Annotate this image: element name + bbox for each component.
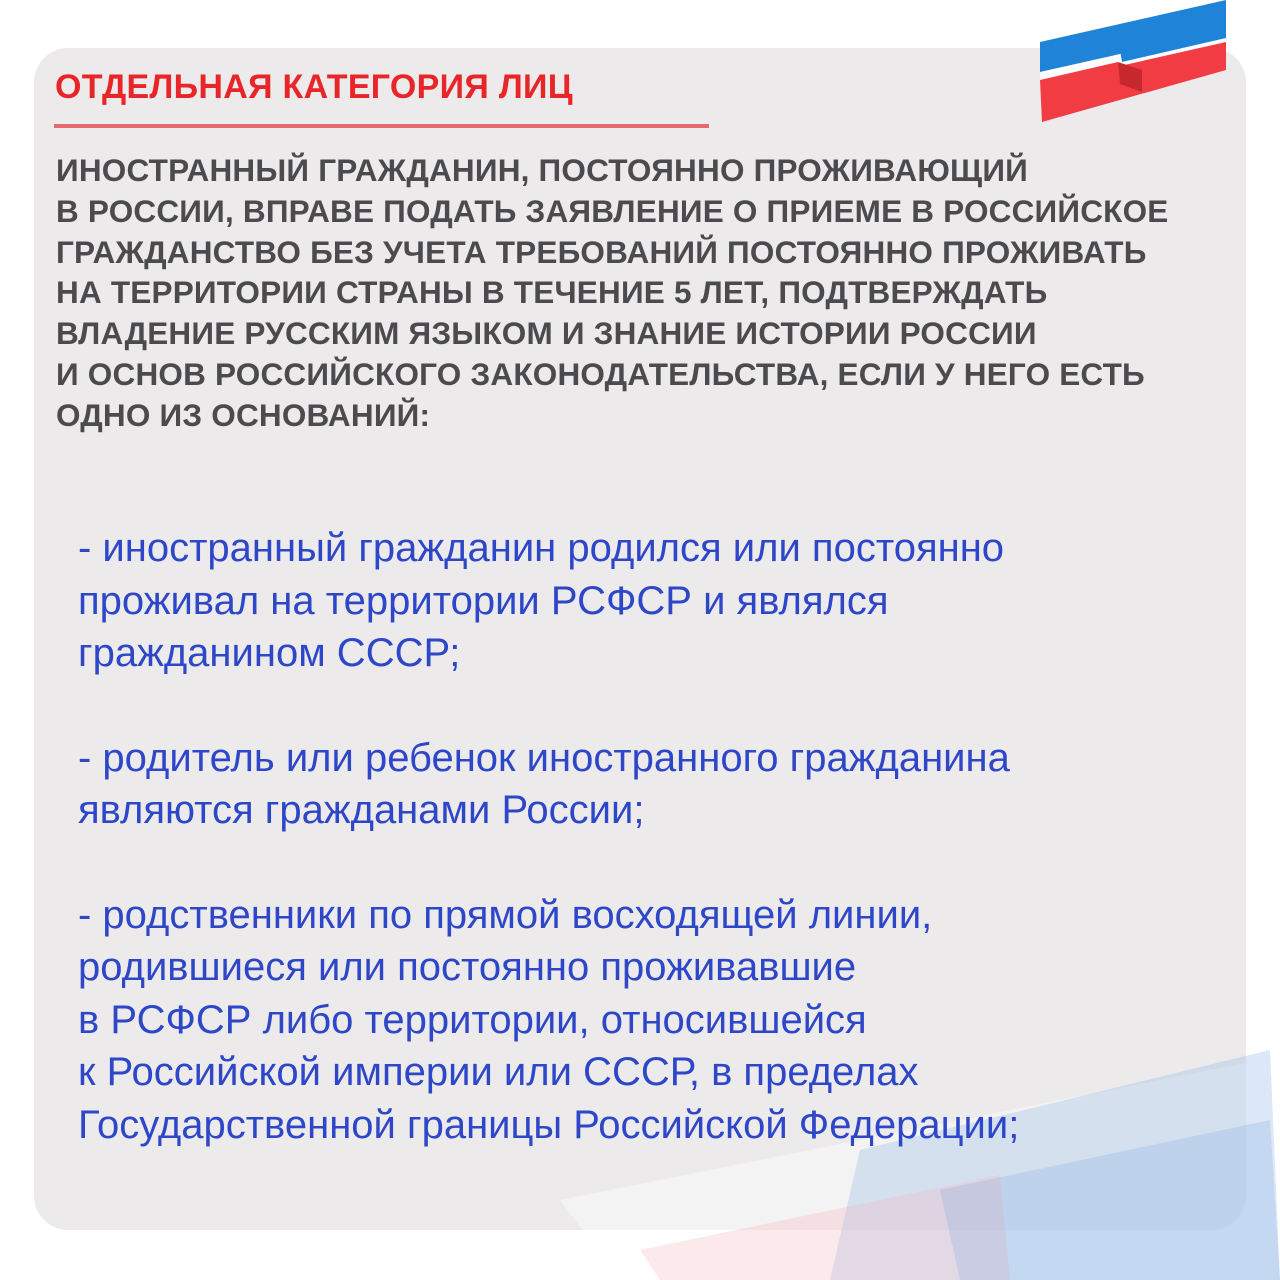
list-item-line: к Российской империи или СССР, в пределах — [78, 1050, 919, 1094]
list-item — [78, 522, 1248, 680]
list-item-line: - родитель или ребенок иностранного гражданина — [78, 735, 1010, 780]
list-item-line: в РСФСР либо территории, относившейся — [78, 997, 867, 1042]
intro-line: НА ТЕРРИТОРИИ СТРАНЫ В ТЕЧЕНИЕ 5 ЛЕТ, ПОДТВЕРЖДАТЬ — [56, 274, 1048, 311]
intro-line: ГРАЖДАНСТВО БЕЗ УЧЕТА ТРЕБОВАНИЙ ПОСТОЯННО ПРОЖИВАТЬ — [56, 233, 1147, 270]
section-title: ОТДЕЛЬНАЯ КАТЕГОРИЯ ЛИЦ — [55, 68, 573, 106]
russian-flag-ribbon-icon — [1030, 0, 1230, 130]
intro-paragraph — [56, 150, 1236, 436]
list-item-line: родившиеся или постоянно проживавшие — [78, 945, 857, 989]
intro-line: И ОСНОВ РОССИЙСКОГО ЗАКОНОДАТЕЛЬСТВА, ЕСЛИ У НЕГО ЕСТЬ — [56, 355, 1145, 392]
list-item — [78, 889, 1248, 1152]
list-item-line: являются гражданами России; — [78, 788, 645, 832]
intro-line: В РОССИИ, ВПРАВЕ ПОДАТЬ ЗАЯВЛЕНИЕ О ПРИЕМЕ В РОССИЙСКОЕ — [56, 192, 1169, 229]
list-item-line: - родственники по прямой восходящей линии, — [78, 892, 933, 937]
list-item-line: Государственной границы Российской Федерации; — [78, 1102, 1020, 1147]
list-item-line: гражданином СССР; — [78, 631, 461, 675]
list-item-line: проживал на территории РСФСР и являлся — [78, 578, 889, 623]
title-underline — [54, 124, 709, 128]
list-item-line: - иностранный гражданин родился или постоянно — [78, 526, 1005, 570]
list-item — [78, 732, 1248, 837]
grounds-list — [78, 522, 1248, 1203]
intro-line: ВЛАДЕНИЕ РУССКИМ ЯЗЫКОМ И ЗНАНИЕ ИСТОРИИ РОССИИ — [56, 315, 1037, 352]
intro-line: ОДНО ИЗ ОСНОВАНИЙ: — [56, 396, 431, 433]
intro-line: ИНОСТРАННЫЙ ГРАЖДАНИН, ПОСТОЯННО ПРОЖИВАЮЩИЙ — [56, 152, 1029, 188]
